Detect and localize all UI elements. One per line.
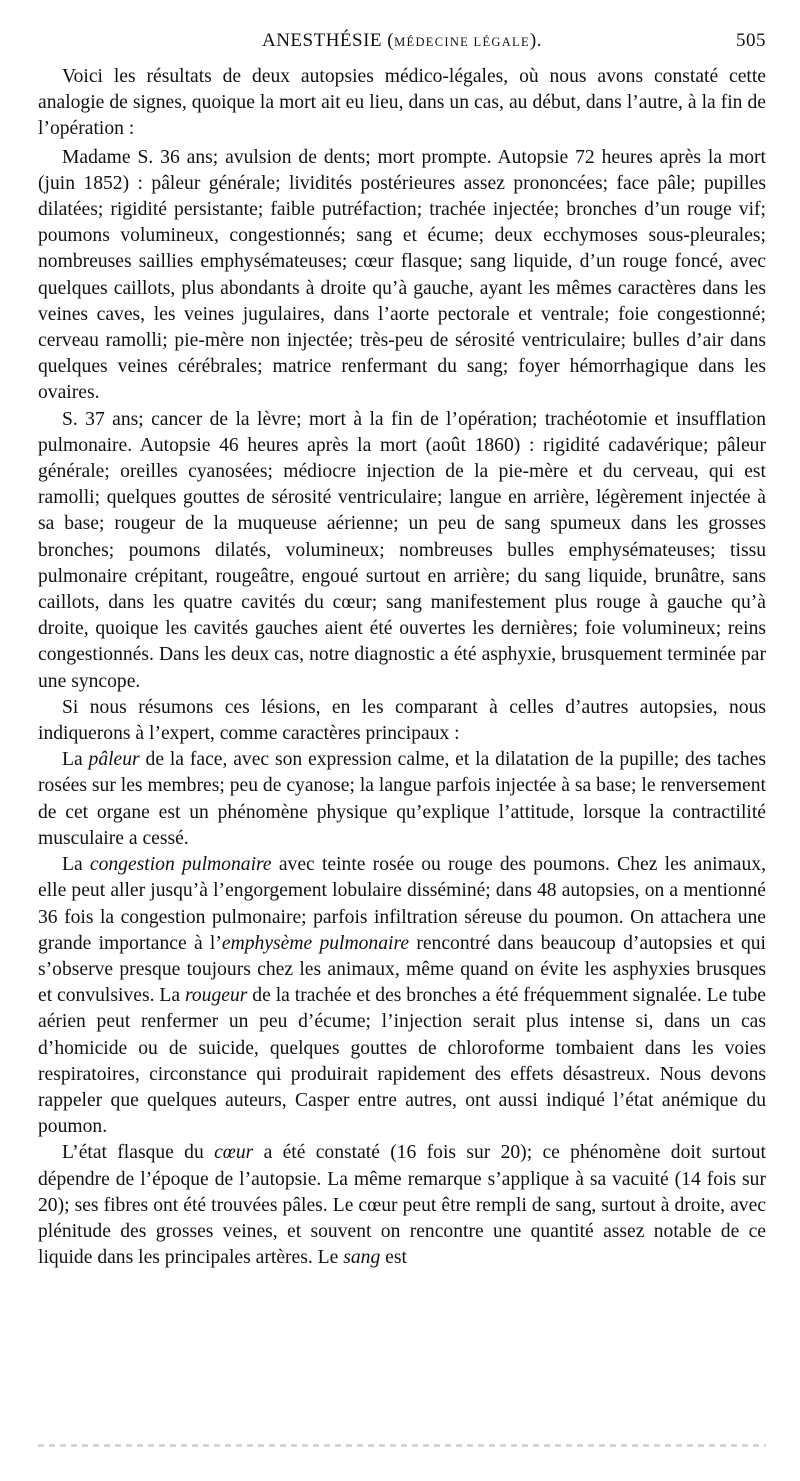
italic-term: cœur <box>214 1142 254 1164</box>
text-run: Madame S. 36 ans; avulsion de dents; mort prompte. Autopsie 72 heures après la mort (juin 1852) : pâleur générale; lividités postérieures assez prononcées; face pâle; pupilles dilatées; rigidité persistante; faible putréfaction; trachée injectée; bronches d’un rouge vif; poumons volumineux, congestionnés; sang et écume; deux ecchymoses sous-pleurales; nombreuses saillies emphysémateuses; cœur flasque; sang liquide, d’un rouge foncé, avec quelques caillots, plus abondants à droite qu’à gauche, ayant les mêmes caractères dans les veines caves, les veines jugulaires, dans l’aorte pectorale et ventrale; foie congestionné; cerveau ramolli; pie-mère non injectée; très-peu de sérosité ventriculaire; bulles d’air dans quelques veines cérébrales; matrice renfermant du sang; foyer hémorrhagique dans les ovaires. <box>38 146 766 404</box>
italic-term: emphysème pulmonaire <box>221 932 410 954</box>
italic-term: congestion pulmonaire <box>89 854 272 876</box>
running-title-subtitle: MÉDECINE LÉGALE <box>394 35 530 49</box>
paragraph <box>38 695 766 747</box>
text-run: Si nous résumons ces lésions, en les comparant à celles d’autres autopsies, nous indiquerons à l’expert, comme caractères principaux : <box>38 696 766 745</box>
text-run: de la trachée et des bronches a été fréquemment signalée. Le tube aérien peut renfermer un peu d’écume; l’injection serait plus intense si, dans un cas d’homicide ou de suicide, quelques gouttes de chloroforme tombaient dans les voies respiratoires, circonstance qui produirait rapidement des effets désastreux. Nous devons rappeler que quelques auteurs, Casper entre autres, ont aussi indiqué l’état anémique du poumon. <box>38 985 766 1138</box>
paragraph <box>38 1140 766 1271</box>
italic-term: rougeur <box>184 985 248 1007</box>
text-run: a été constaté (16 fois sur 20); ce phénomène doit surtout dépendre de l’époque de l’autopsie. La même remarque s’applique à sa vacuité (14 fois sur 20); ses fibres ont été trouvées pâles. Le cœur peut être rempli de sang, surtout à droite, avec plénitude des grosses veines, et souvent on rencontre une quantité assez notable de ce liquide dans les principales artères. Le <box>38 1142 766 1269</box>
document-page <box>38 28 766 1271</box>
text-run: Voici les résultats de deux autopsies médico-légales, où nous avons constaté cette analogie de signes, quoique la mort ait eu lieu, dans un cas, au début, dans l’autre, à la fin de l’opération : <box>38 66 766 140</box>
italic-term: pâleur <box>88 749 140 771</box>
body-text <box>38 64 766 1271</box>
running-title-main: ANESTHÉSIE ( <box>261 30 395 51</box>
running-title-end: ). <box>529 30 542 51</box>
footer-rule <box>38 1444 766 1447</box>
text-run: est <box>380 1247 407 1269</box>
text-run: La <box>62 854 90 876</box>
paragraph <box>38 852 766 1140</box>
italic-term: sang <box>343 1247 381 1269</box>
text-run: L’état flasque du <box>62 1142 215 1164</box>
text-run: S. 37 ans; cancer de la lèvre; mort à la fin de l’opération; trachéotomie et insufflation pulmonaire. Autopsie 46 heures après la mort (août 1860) : rigidité cadavérique; pâleur générale; oreilles cyanosées; médiocre injection de la pie-mère et du cerveau, qui est ramolli; quelques gouttes de sérosité ventriculaire; langue en arrière, légèrement injectée à sa base; rougeur de la muqueuse aérienne; un peu de sang spumeux dans les grosses bronches; poumons dilatés, volumineux; nombreuses bulles emphysémateuses; tissu pulmonaire crépitant, rougeâtre, engoué surtout en arrière; du sang liquide, brunâtre, sans caillots, dans les quatre cavités du cœur; sang manifestement plus rouge à gauche qu’à droite, quoique les cavités gauches aient été ouvertes les dernières; foie volumineux; reins congestionnés. Dans les deux cas, notre diagnostic a été asphyxie, brusquement terminée par une syncope. <box>38 408 766 692</box>
text-run: avec teinte rosée ou rouge des poumons. Chez les animaux, elle peut aller jusqu’à l’engorgement lobulaire disséminé; dans 48 autopsies, on a mentionné 36 fois la congestion pulmonaire; parfois infiltration séreuse du poumon. On attachera une grande importance à l’ <box>38 854 766 954</box>
text-run: rencontré dans beaucoup d’autopsies et qui s’observe presque toujours chez les animaux, même quand on évite les asphyxies brusques et convulsives. La <box>38 932 767 1007</box>
paragraph <box>38 747 766 852</box>
paragraph <box>38 64 766 143</box>
running-header <box>38 28 766 62</box>
running-title <box>262 28 542 55</box>
page-number: 505 <box>736 30 766 51</box>
paragraph <box>38 145 766 407</box>
text-run: de la face, avec son expression calme, et la dilatation de la pupille; des taches rosées sur les membres; peu de cyanose; la langue parfois injectée à sa base; le renversement de cet organe est un phénomène physique qu’explique l’attitude, lorsque la contractilité musculaire a cessé. <box>38 749 766 849</box>
paragraph <box>38 407 766 695</box>
text-run: La <box>62 749 89 771</box>
